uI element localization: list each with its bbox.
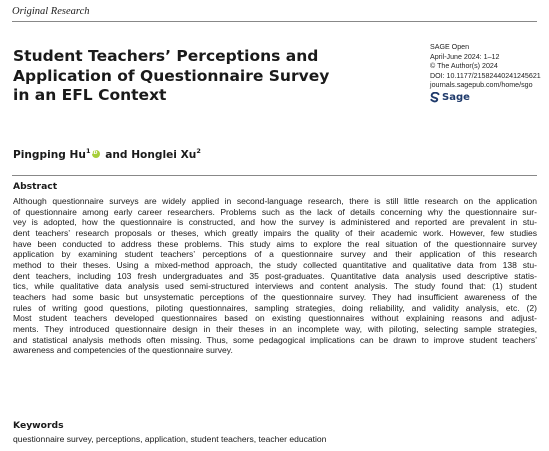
orcid-icon[interactable]: [92, 150, 100, 158]
sage-logo-icon: [430, 92, 440, 103]
abstract-line: rules of writing good questions, piloting questionnaires, sampling strategies, doing reliability, and validity analysis, etc. (2): [13, 302, 537, 313]
abstract-line: awareness and competencies of the questionnaire survey.: [13, 345, 233, 356]
abstract-line: and statistical analysis methods often missing. Thus, some pedagogical implications can be drawn to improve student teachers’: [13, 334, 537, 345]
journal-website[interactable]: journals.sagepub.com/home/sgo: [430, 81, 533, 90]
journal-issue: April-June 2024: 1–12: [430, 52, 500, 61]
article-title: [13, 47, 343, 106]
abstract-line: have been conducted to address these problems. This study aims to explore the real situation of the questionnaire survey: [13, 238, 537, 249]
keywords-text: questionnaire survey, perceptions, application, student teachers, teacher education: [13, 434, 327, 444]
abstract-line: teachers had some basic but unsystematic perceptions of the questionnaire survey. They had insufficient awareness of the: [13, 291, 537, 302]
author-connector: and: [105, 149, 128, 161]
abstract-line: Most student teachers developed questionnaires based on existing questionnaires without explaining reasons and adjust-: [13, 313, 537, 324]
affiliation-marker: 1: [85, 147, 91, 155]
abstract-heading: Abstract: [13, 181, 58, 192]
journal-name[interactable]: SAGE Open: [430, 43, 470, 51]
abstract-line: dent teachers’ research proposals or theses, which greatly impairs the quality of their academic work. However, few studies: [13, 227, 537, 238]
keywords-heading: Keywords: [13, 420, 64, 431]
author-list: [13, 147, 201, 161]
author-name[interactable]: Pingping Hu: [13, 149, 86, 161]
abstract-line: vey is adopted, how the questionnaire is constructed, and how the survey is administered and reported are prevalent in stu-: [13, 217, 537, 228]
abstract-line: of questionnaire among early career researchers. Problems such as the lack of details concerning why the questionnaire sur-: [13, 206, 537, 217]
abstract-line: ments. They introduced questionnaire design in their theses in an incomplete way, with piloting, selecting sample strategies,: [13, 323, 537, 334]
affiliation-marker: 2: [196, 147, 201, 155]
abstract-line: tics, while qualitative data analysis used semi-structured interviews and content analysis. The study found that: (1) student: [13, 281, 537, 292]
title-line: in an EFL Context: [13, 86, 167, 105]
sage-logo-text: Sage: [442, 91, 470, 103]
journal-info: [430, 43, 541, 103]
abstract-line: dent teachers, including 103 fresh undergraduates and 35 post-graduates. Quantitative data analysis used descriptive statis-: [13, 270, 537, 281]
article-type-label: Original Research: [12, 6, 90, 17]
title-line: Application of Questionnaire Survey: [13, 66, 330, 85]
section-divider: [12, 175, 537, 176]
sage-logo[interactable]: [430, 92, 541, 103]
title-line: Student Teachers’ Perceptions and: [13, 47, 319, 65]
abstract-line: Although questionnaire surveys are widely applied in second-language research, there is still little research on the application: [13, 196, 537, 206]
journal-doi[interactable]: DOI: 10.1177/21582440241245621: [430, 71, 541, 80]
abstract-text: [13, 196, 537, 356]
top-divider: [12, 21, 537, 22]
author-name[interactable]: Honglei Xu: [131, 149, 197, 161]
abstract-line: application by examining student teachers’ perceptions of a questionnaire survey and their application of this research: [13, 249, 537, 260]
journal-copyright: © The Author(s) 2024: [430, 62, 498, 71]
abstract-line: method to their theses. Using a mixed-method approach, the study collected quantitative and qualitative data from 138 stu-: [13, 259, 537, 270]
